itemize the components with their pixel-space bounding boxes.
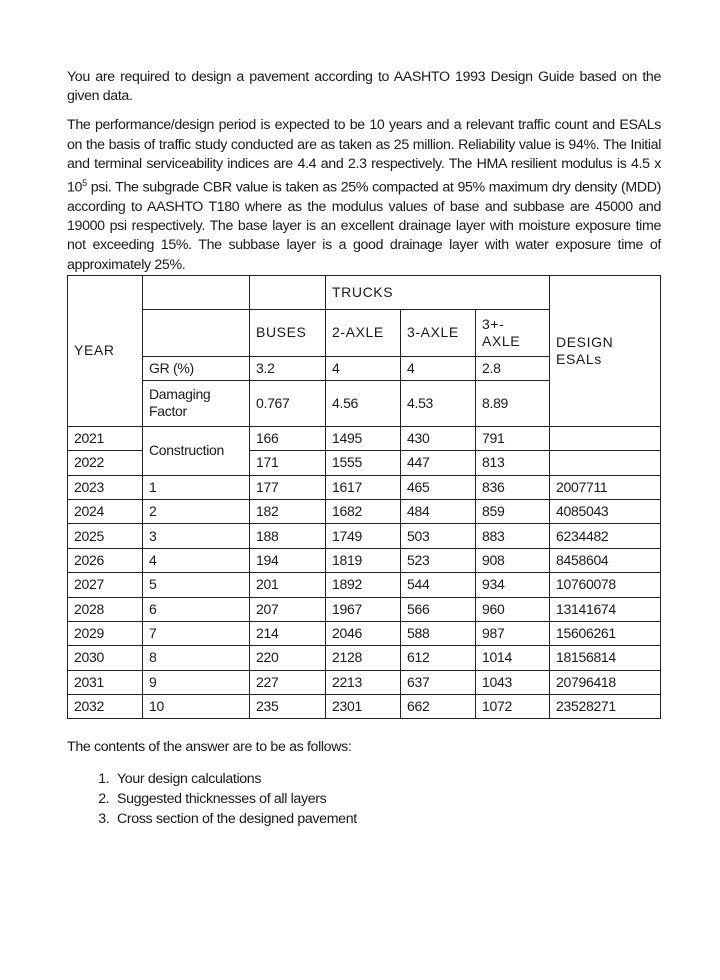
period-cell: 4 <box>143 548 250 572</box>
damaging-factor-3-axle: 4.53 <box>401 380 476 426</box>
buses-cell: 171 <box>250 451 326 475</box>
three-plus-axle-cell: 1014 <box>476 646 550 670</box>
year-cell: 2026 <box>68 548 143 572</box>
design-esal-cell <box>550 451 661 475</box>
year-cell: 2023 <box>68 475 143 499</box>
damaging-factor-3-plus-axle: 8.89 <box>476 380 550 426</box>
period-cell: 9 <box>143 670 250 694</box>
damaging-factor-buses: 0.767 <box>250 380 326 426</box>
header-blank-cell <box>143 309 250 356</box>
two-axle-cell: 1617 <box>326 475 401 499</box>
buses-cell: 177 <box>250 475 326 499</box>
damaging-factor-2-axle: 4.56 <box>326 380 401 426</box>
document-page <box>67 68 661 829</box>
design-esal-cell: 18156814 <box>550 646 661 670</box>
three-axle-cell: 430 <box>401 426 476 450</box>
three-axle-cell: 447 <box>401 451 476 475</box>
three-axle-cell: 484 <box>401 499 476 523</box>
table-row <box>68 499 661 523</box>
two-axle-cell: 1555 <box>326 451 401 475</box>
three-plus-axle-cell: 836 <box>476 475 550 499</box>
year-header: YEAR <box>68 275 143 426</box>
design-esal-cell: 10760078 <box>550 573 661 597</box>
year-cell: 2032 <box>68 695 143 719</box>
three-plus-axle-cell: 908 <box>476 548 550 572</box>
period-cell: 3 <box>143 524 250 548</box>
period-cell: 5 <box>143 573 250 597</box>
two-axle-cell: 2213 <box>326 670 401 694</box>
year-cell: 2025 <box>68 524 143 548</box>
year-cell: 2030 <box>68 646 143 670</box>
two-axle-cell: 2128 <box>326 646 401 670</box>
header-row-trucks <box>68 275 661 309</box>
design-esal-cell: 13141674 <box>550 597 661 621</box>
period-cell: 8 <box>143 646 250 670</box>
table-row <box>68 426 661 450</box>
table-row <box>68 524 661 548</box>
damaging-factor-label: Damaging Factor <box>143 380 250 426</box>
table-row <box>68 695 661 719</box>
three-axle-cell: 662 <box>401 695 476 719</box>
buses-cell: 214 <box>250 621 326 645</box>
period-cell: 6 <box>143 597 250 621</box>
intro-paragraph-2 <box>67 116 661 274</box>
two-axle-cell: 1682 <box>326 499 401 523</box>
year-cell: 2029 <box>68 621 143 645</box>
three-axle-cell: 612 <box>401 646 476 670</box>
three-plus-axle-cell: 791 <box>476 426 550 450</box>
buses-cell: 201 <box>250 573 326 597</box>
table-row <box>68 670 661 694</box>
design-esal-cell: 2007711 <box>550 475 661 499</box>
three-axle-cell: 544 <box>401 573 476 597</box>
three-axle-cell: 523 <box>401 548 476 572</box>
header-blank-cell <box>143 275 250 309</box>
design-esal-cell: 6234482 <box>550 524 661 548</box>
year-cell: 2027 <box>68 573 143 597</box>
header-blank-cell <box>250 275 326 309</box>
three-plus-axle-cell: 934 <box>476 573 550 597</box>
two-axle-cell: 1892 <box>326 573 401 597</box>
three-plus-axle-header: 3+-AXLE <box>476 309 550 356</box>
three-plus-axle-cell: 1043 <box>476 670 550 694</box>
intro-paragraph-1: You are required to design a pavement according to AASHTO 1993 Design Guide based on the given data. <box>67 69 661 105</box>
buses-cell: 166 <box>250 426 326 450</box>
three-axle-cell: 465 <box>401 475 476 499</box>
table-row <box>68 573 661 597</box>
three-axle-cell: 637 <box>401 670 476 694</box>
buses-cell: 235 <box>250 695 326 719</box>
design-esal-cell: 4085043 <box>550 499 661 523</box>
growth-rate-buses: 3.2 <box>250 356 326 380</box>
three-axle-cell: 588 <box>401 621 476 645</box>
list-item: 1. Your design calculations <box>113 769 661 789</box>
design-esal-cell: 15606261 <box>550 621 661 645</box>
year-cell: 2021 <box>68 426 143 450</box>
design-esal-cell <box>550 426 661 450</box>
list-item: 2. Suggested thicknesses of all layers <box>113 789 661 809</box>
year-cell: 2028 <box>68 597 143 621</box>
period-cell: 1 <box>143 475 250 499</box>
period-cell: 2 <box>143 499 250 523</box>
modulus-exponent: 5 <box>82 178 87 189</box>
year-cell: 2024 <box>68 499 143 523</box>
intro-paragraph-2-text-a: The performance/design period is expected to be 10 years and a relevant traffic count and ESALs on the basis of traffic study conducted are as taken as 25 million. Reliability value is 94%. The Initial and terminal serviceability indices are 4.4 and 2.3 respectively. The HMA resilient modulus is 4.5 x 10 <box>67 117 661 196</box>
table-row <box>68 548 661 572</box>
answer-contents-list <box>67 769 661 829</box>
table-row <box>68 475 661 499</box>
design-esal-cell: 20796418 <box>550 670 661 694</box>
two-axle-cell: 1967 <box>326 597 401 621</box>
three-plus-axle-cell: 813 <box>476 451 550 475</box>
buses-cell: 207 <box>250 597 326 621</box>
answer-instructions: The contents of the answer are to be as follows: <box>67 739 352 756</box>
design-esal-cell: 8458604 <box>550 548 661 572</box>
three-axle-cell: 503 <box>401 524 476 548</box>
buses-header: BUSES <box>250 309 326 356</box>
growth-rate-3-axle: 4 <box>401 356 476 380</box>
growth-rate-2-axle: 4 <box>326 356 401 380</box>
three-plus-axle-cell: 1072 <box>476 695 550 719</box>
period-cell: 7 <box>143 621 250 645</box>
intro-paragraph-2-text-b: psi. The subgrade CBR value is taken as 25% compacted at 95% maximum dry density (MDD) according to AASHTO T180 where as the modulus values of base and subbase are 45000 and 19000 psi respectively. The base layer is an excellent drainage layer with moisture exposure time not exceeding 15%. The subbase layer is a good drainage layer with water exposure time of approximately 25%. <box>67 179 661 273</box>
trucks-header: TRUCKS <box>326 275 550 309</box>
table-row <box>68 646 661 670</box>
two-axle-cell: 1495 <box>326 426 401 450</box>
three-plus-axle-cell: 883 <box>476 524 550 548</box>
growth-rate-label: GR (%) <box>143 356 250 380</box>
three-axle-header: 3-AXLE <box>401 309 476 356</box>
growth-rate-3-plus-axle: 2.8 <box>476 356 550 380</box>
two-axle-cell: 2046 <box>326 621 401 645</box>
table-row <box>68 621 661 645</box>
table-row <box>68 597 661 621</box>
buses-cell: 220 <box>250 646 326 670</box>
design-esal-cell: 23528271 <box>550 695 661 719</box>
year-cell: 2022 <box>68 451 143 475</box>
two-axle-cell: 1819 <box>326 548 401 572</box>
two-axle-header: 2-AXLE <box>326 309 401 356</box>
buses-cell: 188 <box>250 524 326 548</box>
three-plus-axle-cell: 859 <box>476 499 550 523</box>
two-axle-cell: 1749 <box>326 524 401 548</box>
three-plus-axle-cell: 987 <box>476 621 550 645</box>
year-cell: 2031 <box>68 670 143 694</box>
construction-label: Construction <box>143 426 250 475</box>
buses-cell: 182 <box>250 499 326 523</box>
buses-cell: 194 <box>250 548 326 572</box>
three-plus-axle-cell: 960 <box>476 597 550 621</box>
two-axle-cell: 2301 <box>326 695 401 719</box>
design-esals-header: DESIGN ESALs <box>550 275 661 426</box>
three-axle-cell: 566 <box>401 597 476 621</box>
list-item: 3. Cross section of the designed pavement <box>113 809 661 829</box>
period-cell: 10 <box>143 695 250 719</box>
buses-cell: 227 <box>250 670 326 694</box>
traffic-esal-table <box>67 275 661 720</box>
